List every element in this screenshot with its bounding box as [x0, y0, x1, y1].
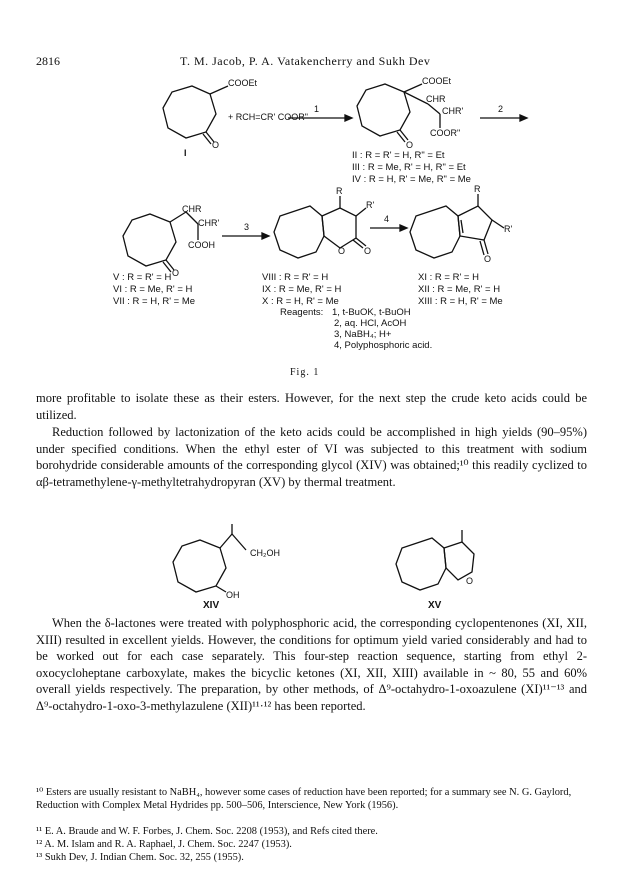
lactone-ring	[322, 208, 356, 248]
product-chr-label: CHR	[426, 94, 446, 104]
rgroup-ii: II : R = R' = H, R" = Et	[352, 150, 445, 161]
rgroup-xiii: XIII : R = H, R' = Me	[418, 296, 503, 307]
reagents-title: Reagents:	[280, 307, 324, 318]
keto-acid-cooh-label: COOH	[188, 240, 215, 250]
product-oxygen-label: O	[406, 140, 414, 150]
product-ester-label: COOEt	[422, 76, 452, 86]
ring-compound-viii	[274, 206, 324, 258]
arrow-3-label: 3	[244, 222, 250, 232]
compound-i-label: I	[184, 148, 187, 158]
ring-compound-v	[123, 214, 176, 266]
oxygen-label: O	[212, 140, 220, 150]
cyclopentenone-ring	[458, 206, 492, 240]
rgroups-xi-xiii	[418, 272, 503, 308]
rgroup-x: X : R = H, R' = Me	[262, 296, 339, 307]
reagents-list	[280, 307, 432, 351]
arrow-4-label: 4	[384, 214, 390, 224]
paragraph-1: more profitable to isolate these as their esters. However, for the next step the crude keto acids could be utilized.	[36, 391, 587, 422]
ring-compound-ii	[357, 84, 410, 136]
reagent-3: 3, NaBH₄; H+	[334, 329, 392, 340]
glycol-pyran-structures	[0, 520, 623, 610]
pyran-ring	[444, 542, 474, 580]
ester-group-label: COOEt	[228, 78, 258, 88]
product-chr-prime-label: CHR'	[442, 106, 464, 116]
ring-compound-xiv	[173, 540, 226, 592]
footnote-12: ¹² A. M. Islam and R. A. Raphael, J. Chem. Soc. 2247 (1953).	[36, 839, 292, 850]
rgroups-viii-x	[262, 272, 341, 308]
rgroup-vi: VI : R = Me, R' = H	[113, 284, 193, 295]
ch2oh-label: CH₂OH	[250, 548, 280, 558]
reagent-4: 4, Polyphosphoric acid.	[334, 340, 433, 351]
rgroup-xii: XII : R = Me, R' = H	[418, 284, 501, 295]
compound-xiv-label: XIV	[203, 600, 220, 611]
lactone-ring-oxygen-label: O	[338, 246, 346, 256]
reactant-label: + RCH=CR' COOR"	[228, 112, 308, 122]
compound-xv-label: XV	[428, 600, 442, 611]
lactone-carbonyl-oxygen-label: O	[364, 246, 372, 256]
pyran-oxygen-label: O	[466, 576, 474, 586]
enone-r-prime-label: R'	[504, 224, 513, 234]
rgroup-iii: III : R = Me, R' = H, R" = Et	[352, 162, 466, 173]
paragraph-3: When the δ-lactones were treated with polyphosphoric acid, the corresponding cyclopentenones (XI, XII, XIII) resulted in excellent yields. However, the conditions for optimum yield varied considerably and had to be worked out for each case separately. This four-step reaction sequence, starting from ethyl 2-oxocycloheptane carboxylate, makes the bicyclic ketones (XI, XII, XIII) available in ~ 80, 55 and 60% overall yields respectively. The preparation, by other methods, of Δ⁹-octahydro-1-oxoazulene (XI)¹¹⁻¹³ and Δ⁹-octahydro-1-oxo-3-methylazulene (XII)¹¹·¹² has been reported.	[36, 616, 587, 713]
keto-acid-chr-label: CHR	[182, 204, 202, 214]
rgroup-xi: XI : R = R' = H	[418, 272, 479, 283]
reagent-2: 2, aq. HCl, AcOH	[334, 318, 407, 329]
lactone-r-prime-label: R'	[366, 200, 375, 210]
rgroup-iv: IV : R = H, R' = Me, R" = Me	[352, 174, 471, 185]
page-number: 2816	[36, 54, 60, 68]
paragraph-2: Reduction followed by lactonization of the keto acids could be accomplished in high yields (90–95%) under specified conditions. When the ethyl ester of VI was subjected to this treatment with sodium borohydride considerable amounts of the corresponding glycol (XIV) was obtained;¹⁰ this readily cyclized to αβ-tetramethylene-γ-methyltetrahydropyran (XV) by thermal treatment.	[36, 425, 587, 489]
reaction-scheme-figure	[0, 0, 623, 380]
lactone-r-label: R	[336, 186, 343, 196]
rgroup-viii: VIII : R = R' = H	[262, 272, 329, 283]
running-title: T. M. Jacob, P. A. Vatakencherry and Sukh Dev	[180, 54, 431, 68]
arrow-1-label: 1	[314, 104, 320, 114]
enone-r-label: R	[474, 184, 481, 194]
product-coor-label: COOR"	[430, 128, 461, 138]
figure-caption: Fig. 1	[290, 367, 320, 378]
oh-label: OH	[226, 590, 240, 600]
ring-compound-i	[163, 86, 216, 138]
reagent-1: 1, t-BuOK, t-BuOH	[331, 307, 411, 318]
enone-oxygen-label: O	[484, 254, 492, 264]
footnote-10: ¹⁰ Esters are usually resistant to NaBH₄, however some cases of reduction have been reported; for a summary see N. G. Gaylord, Reduction with Complex Metal Hydrides pp. 500–506, Interscience, New York (1956).	[36, 787, 572, 811]
arrow-2-label: 2	[498, 104, 504, 114]
keto-acid-chr-prime-label: CHR'	[198, 218, 220, 228]
rgroups-v-vii	[113, 272, 195, 308]
footnote-11: ¹¹ E. A. Braude and W. F. Forbes, J. Chem. Soc. 2208 (1953), and Refs cited there.	[36, 826, 378, 837]
rgroups-ii-iv	[352, 150, 471, 186]
rgroup-ix: IX : R = Me, R' = H	[262, 284, 342, 295]
rgroup-vii: VII : R = H, R' = Me	[113, 296, 196, 307]
footnote-13: ¹³ Sukh Dev, J. Indian Chem. Soc. 32, 255 (1955).	[36, 852, 244, 863]
rgroup-v: V : R = R' = H	[113, 272, 172, 283]
ring-compound-xi	[410, 206, 460, 258]
ring-compound-xv	[396, 538, 446, 590]
keto-acid-oxygen-label: O	[172, 268, 180, 278]
